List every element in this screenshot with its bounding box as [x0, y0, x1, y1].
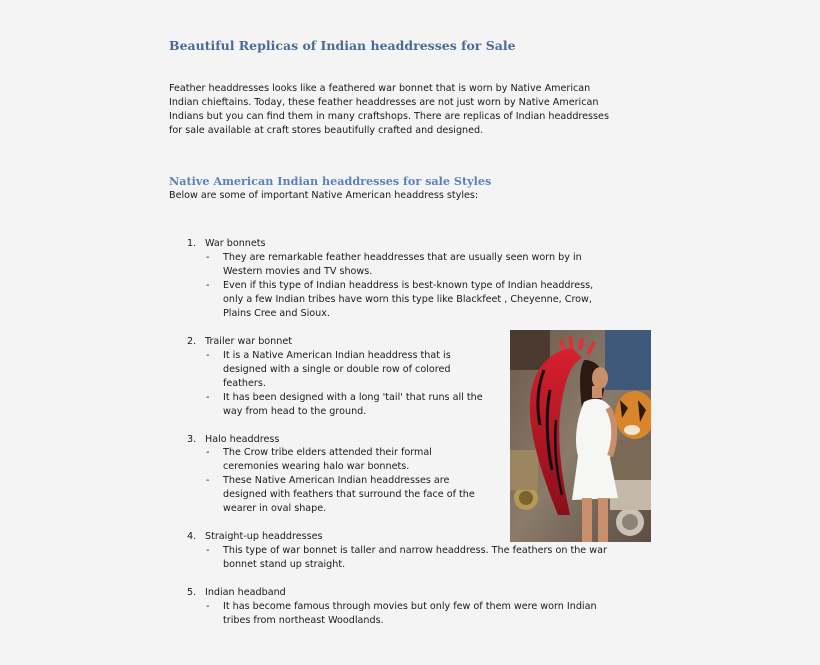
bullet-line: feathers. [223, 378, 266, 389]
bullet-line: This type of war bonnet is taller and narrow headdress. The feathers on the war [223, 545, 607, 556]
bullet-marker: - [206, 350, 210, 361]
bullet-marker: - [206, 392, 210, 403]
section-intro: Below are some of important Native American headdress styles: [169, 190, 479, 201]
bullet-line: way from head to the ground. [223, 406, 367, 417]
bullet-line: Plains Cree and Sioux. [223, 308, 330, 319]
bullet-marker: - [206, 545, 210, 556]
bullet-line: The Crow tribe elders attended their formal [223, 447, 432, 458]
bullet-line: It has become famous through movies but only few of them were worn Indian [223, 601, 597, 612]
item-number: 4. [187, 531, 197, 542]
bullet-marker: - [206, 252, 210, 263]
item-title-halo-headdress: Halo headdress [205, 434, 280, 445]
intro-line: Feather headdresses looks like a feathered war bonnet that is worn by Native American [169, 83, 591, 94]
intro-paragraph [169, 82, 649, 138]
bullet-line: ceremonies wearing halo war bonnets. [223, 461, 410, 472]
item-number: 2. [187, 336, 197, 347]
bullet-line: They are remarkable feather headdresses that are usually seen worn by in [223, 252, 582, 263]
intro-line: for sale available at craft stores beautifully crafted and designed. [169, 125, 484, 136]
bullet-line: bonnet stand up straight. [223, 559, 346, 570]
intro-line: Indians but you can find them in many craftshops. There are replicas of Indian headdresses [169, 111, 609, 122]
bullet-line: Western movies and TV shows. [223, 266, 373, 277]
bullet-line: It is a Native American Indian headdress that is [223, 350, 451, 361]
item-number: 1. [187, 238, 197, 249]
bullet-line: Even if this type of Indian headdress is best-known type of Indian headdress, [223, 280, 594, 291]
section-heading: Native American Indian headdresses for sale Styles [169, 174, 492, 188]
item-title-trailer-war-bonnet: Trailer war bonnet [205, 336, 293, 347]
item-title-straight-up-headdresses: Straight-up headdresses [205, 531, 323, 542]
document-title: Beautiful Replicas of Indian headdresses for Sale [169, 38, 516, 53]
bullet-line: designed with a single or double row of colored [223, 364, 451, 375]
bullet-line: It has been designed with a long 'tail' that runs all the [223, 392, 483, 403]
bullet-line: tribes from northeast Woodlands. [223, 615, 384, 626]
bullet-line: only a few Indian tribes have worn this type like Blackfeet , Cheyenne, Crow, [223, 294, 592, 305]
bullet-line: designed with feathers that surround the face of the [223, 489, 475, 500]
item-title-indian-headband: Indian headband [205, 587, 286, 598]
bullet-marker: - [206, 601, 210, 612]
bullet-marker: - [206, 475, 210, 486]
bullet-marker: - [206, 447, 210, 458]
item-number: 5. [187, 587, 197, 598]
item-title-war-bonnets: War bonnets [205, 238, 266, 249]
item-number: 3. [187, 434, 197, 445]
intro-line: Indian chieftains. Today, these feather headdresses are not just worn by Native American [169, 97, 599, 108]
bullet-marker: - [206, 280, 210, 291]
bullet-line: wearer in oval shape. [223, 503, 327, 514]
bullet-line: These Native American Indian headdresses are [223, 475, 450, 486]
headdress-photo [510, 330, 651, 542]
headdress-photo-image [510, 330, 651, 542]
